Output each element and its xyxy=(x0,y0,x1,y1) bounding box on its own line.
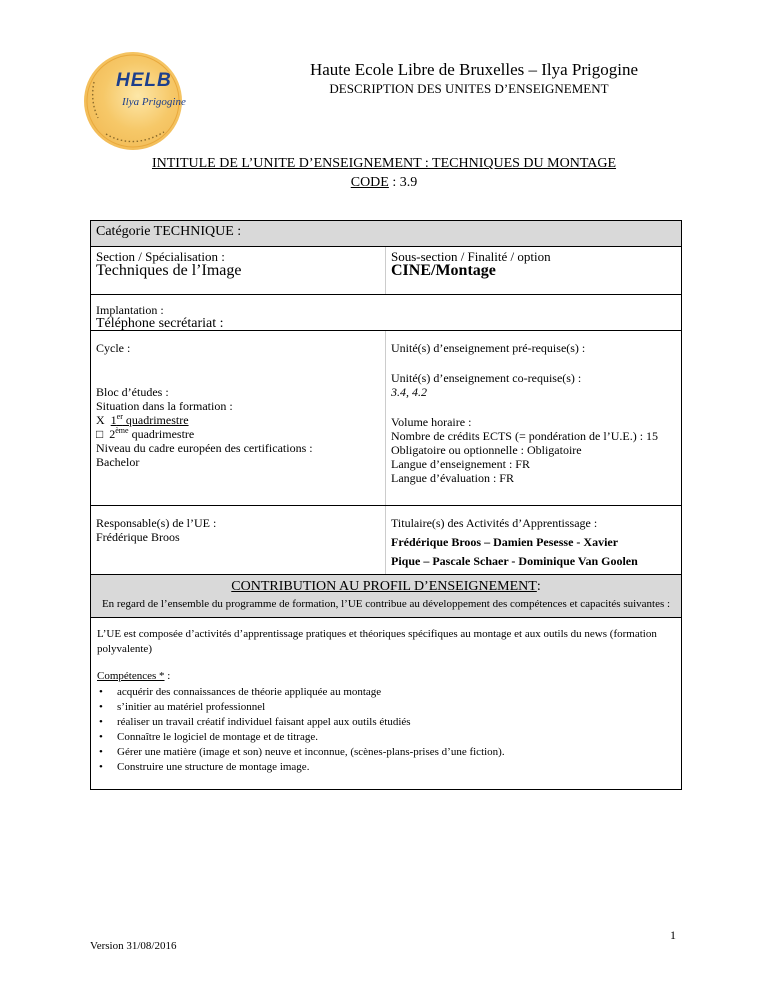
list-item: • Construire une structure de montage image. xyxy=(99,761,310,773)
code-value: : 3.9 xyxy=(388,175,418,190)
competences-label: Compétences * : xyxy=(97,670,171,682)
ue-table xyxy=(90,220,682,790)
q1-checkbox: X xyxy=(96,413,105,427)
q1-sup: er xyxy=(116,412,123,421)
school-name: Haute Ecole Libre de Bruxelles – Ilya Prigogine xyxy=(309,60,639,79)
volume-label: Volume horaire : xyxy=(391,415,472,429)
ects-label: Nombre de crédits ECTS (= pondération de l’U.E.) : 15 xyxy=(391,429,659,443)
section-row xyxy=(91,247,681,295)
q1-option xyxy=(96,413,380,427)
titulaires-cell xyxy=(386,506,681,574)
responsable-cell xyxy=(91,506,386,574)
titulaires-line-1: Frédérique Broos – Damien Pesesse - Xavier xyxy=(391,535,619,549)
document-subtitle: DESCRIPTION DES UNITES D’ENSEIGNEMENT xyxy=(329,81,609,96)
q2-text: quadrimestre xyxy=(128,427,195,441)
prereq-cell xyxy=(386,331,681,505)
coreq-value: 3.4, 4.2 xyxy=(391,385,427,399)
logo-title: HELB xyxy=(116,70,172,91)
category-row: Catégorie TECHNIQUE : xyxy=(91,221,681,247)
q2-sup: ème xyxy=(115,426,129,435)
responsable-value: Frédérique Broos xyxy=(96,530,180,544)
responsable-row xyxy=(91,506,681,575)
contribution-subtitle: En regard de l’ensemble du programme de formation, l’UE contribue au développement des compétences et capacités suivantes : xyxy=(101,598,671,610)
cycle-row xyxy=(91,331,681,506)
implantation-label: Implantation : xyxy=(96,303,164,317)
cycle-label: Cycle : xyxy=(96,341,131,355)
q1-text: quadrimestre xyxy=(122,413,189,427)
version-footer: Version 31/08/2016 xyxy=(90,940,177,952)
list-item: • s’initier au matériel professionnel xyxy=(99,701,266,713)
list-item: • acquérir des connaissances de théorie appliquée au montage xyxy=(99,686,382,698)
bloc-label: Bloc d’études : xyxy=(96,385,169,399)
niveau-label: Niveau du cadre européen des certifications : xyxy=(96,441,313,455)
obligatoire-label: Obligatoire ou optionnelle : Obligatoire xyxy=(391,443,582,457)
subsection-value: CINE/Montage xyxy=(391,262,496,279)
cycle-cell xyxy=(91,331,386,505)
titulaires-label: Titulaire(s) des Activités d’Apprentissage : xyxy=(391,516,598,530)
ue-title: INTITULE DE L’UNITE D’ENSEIGNEMENT : TECHNIQUES DU MONTAGE xyxy=(151,156,617,171)
titulaires-line-2: Pique – Pascale Schaer - Dominique Van Goolen xyxy=(391,554,638,568)
situation-label: Situation dans la formation : xyxy=(96,399,233,413)
prereq-label: Unité(s) d’enseignement pré-requise(s) : xyxy=(391,341,586,355)
code-label: CODE xyxy=(350,175,389,190)
subsection-cell xyxy=(386,247,681,294)
section-label: Section / Spécialisation : xyxy=(96,249,225,264)
intro-text: L’UE est composée d’activités d’apprentissage pratiques et théoriques spécifiques au montage et aux outils du news (formation polyvalente) xyxy=(97,628,657,655)
q2-num: 2 xyxy=(109,427,116,441)
q1-num: 1 xyxy=(110,413,117,427)
langue-enseignement: Langue d’enseignement : FR xyxy=(391,457,530,471)
page-number: 1 xyxy=(670,928,676,942)
responsable-label: Responsable(s) de l’UE : xyxy=(96,516,217,530)
contribution-header xyxy=(91,575,681,618)
logo-subtitle: Ilya Prigogine xyxy=(122,96,186,108)
q2-checkbox: □ xyxy=(96,427,104,441)
niveau-value: Bachelor xyxy=(96,455,140,469)
section-cell xyxy=(91,247,386,294)
competences-list xyxy=(97,685,675,775)
implantation-row xyxy=(91,295,681,331)
contribution-title: CONTRIBUTION AU PROFIL D’ENSEIGNEMENT: xyxy=(231,579,541,594)
ue-code xyxy=(0,175,768,191)
subsection-label: Sous-section / Finalité / option xyxy=(391,249,551,264)
q2-option xyxy=(96,427,380,441)
telephone-label: Téléphone secrétariat : xyxy=(96,316,224,331)
section-value: Techniques de l’Image xyxy=(96,262,242,279)
list-item: • réaliser un travail créatif individuel faisant appel aux outils étudiés xyxy=(99,716,411,728)
langue-evaluation: Langue d’évaluation : FR xyxy=(391,471,514,485)
list-item: • Gérer une matière (image et son) neuve et inconnue, (scènes-plans-prises d’une fiction). xyxy=(99,746,505,758)
list-item: • Connaître le logiciel de montage et de titrage. xyxy=(99,731,318,743)
coreq-label: Unité(s) d’enseignement co-requise(s) : xyxy=(391,371,582,385)
competences-row xyxy=(91,618,681,789)
